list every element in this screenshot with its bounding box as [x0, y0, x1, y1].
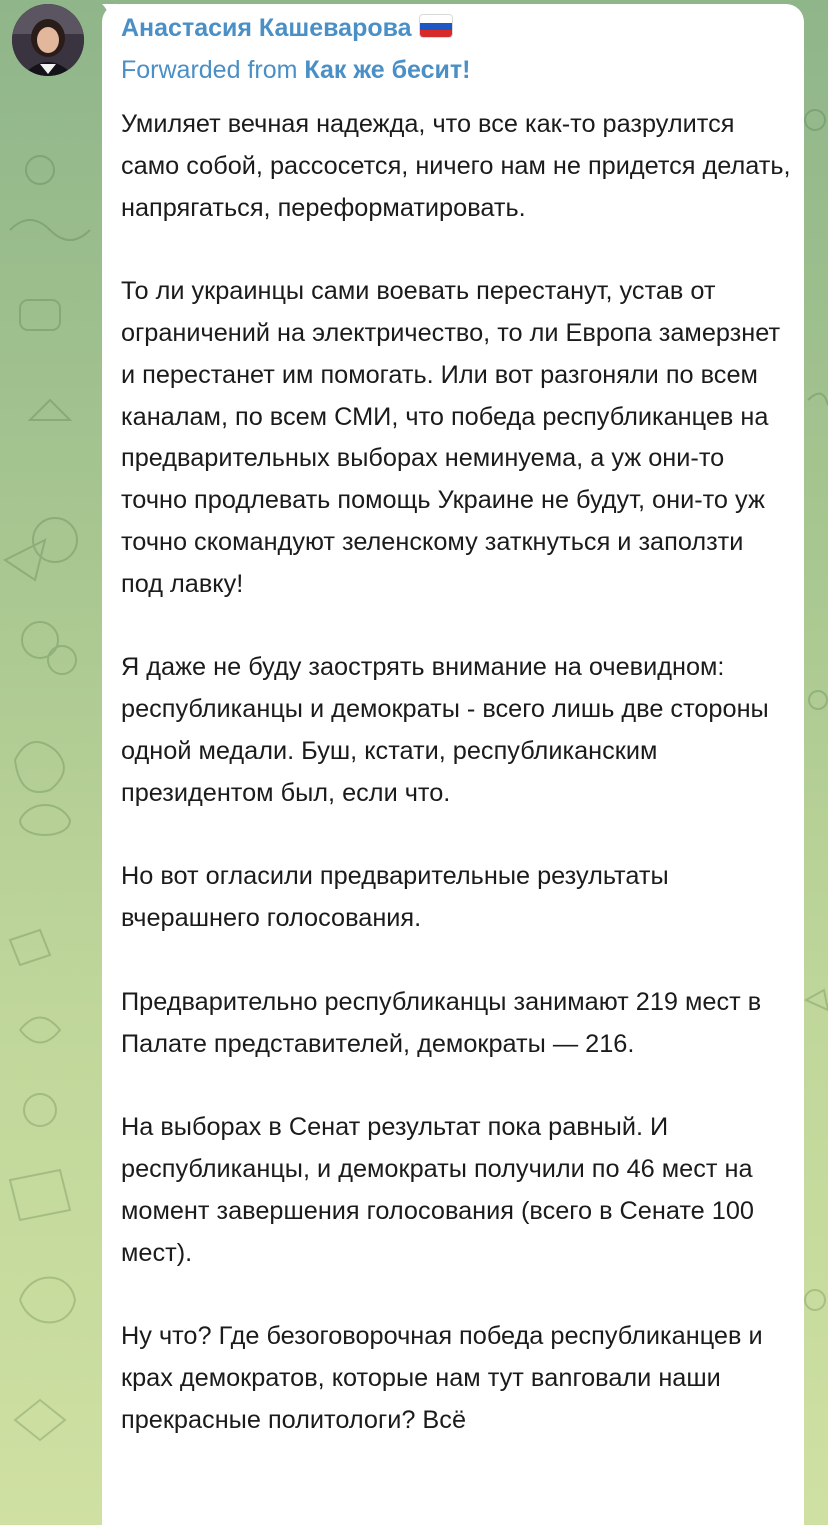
message-paragraph: То ли украинцы сами воевать перестанут, устав от ограничений на электричество, то ли Европа замерзнет и перестанет им помогать. Или вот разгоняли по всем каналам, по всем СМИ, что победа республиканцев на предварительных выборах неминуема, а уж они-то точно продлевать помощь Украине не будут, они-то уж точно скомандуют зеленскому заткнуться и заползти под лавку!: [121, 277, 781, 598]
author-avatar[interactable]: [12, 4, 84, 76]
message-paragraph: Я даже не буду заострять внимание на очевидном: республиканцы и демократы - всего лишь две стороны одной медали. Буш, кстати, республиканским президентом был, если что.: [121, 653, 769, 807]
author-name-text[interactable]: Анастасия Кашеварова: [121, 14, 412, 42]
message-paragraph: Но вот огласили предварительные результаты вчерашнего голосования.: [121, 862, 669, 933]
message-paragraph: Ну что? Где безоговорочная победа республиканцев и крах демократов, которые нам тут вanговали наши прекрасные политологи? Всё: [121, 1322, 763, 1434]
forwarded-header[interactable]: [121, 56, 470, 85]
avatar-portrait-icon: [12, 4, 84, 76]
russia-flag-icon: [420, 15, 452, 37]
message-paragraph: Предварительно республиканцы занимают 219 мест в Палате представителей, демократы — 216.: [121, 987, 762, 1058]
message-text: [121, 104, 791, 1483]
forwarded-label: Forwarded from: [121, 56, 298, 84]
message-paragraph: На выборах в Сенат результат пока равный. И республиканцы, и демократы получили по 46 мест на момент завершения голосования (всего в Сенате 100 мест).: [121, 1113, 754, 1267]
author-name[interactable]: [121, 14, 452, 43]
forwarded-source-link[interactable]: Как же бесит!: [304, 56, 471, 84]
message-paragraph: Умиляет вечная надежда, что все как-то разрулится само собой, рассосется, ничего нам не придется делать, напрягаться, переформатировать.: [121, 110, 791, 222]
